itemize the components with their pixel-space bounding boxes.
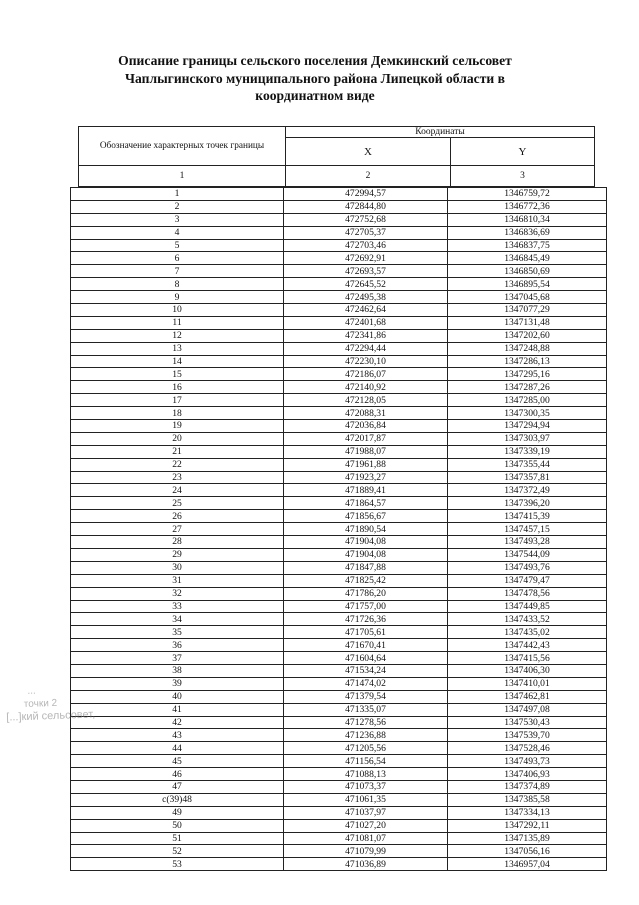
x-coordinate-cell: 472752,68 [284,213,448,226]
y-coordinate-cell: 1347493,76 [448,561,607,574]
x-coordinate-cell: 471864,57 [284,497,448,510]
x-coordinate-cell: 471670,41 [284,639,448,652]
table-row [71,768,607,781]
header-num-2: 2 [286,166,451,187]
table-row [71,832,607,845]
point-id-cell: 40 [71,690,284,703]
y-coordinate-cell: 1347292,11 [448,819,607,832]
y-coordinate-cell: 1347135,89 [448,832,607,845]
point-id-cell: 4 [71,226,284,239]
x-coordinate-cell: 471037,97 [284,806,448,819]
table-row [71,420,607,433]
header-num-3: 3 [451,166,595,187]
y-coordinate-cell: 1347528,46 [448,742,607,755]
point-id-cell: 45 [71,755,284,768]
header-point-label: Обозначение характерных точек границы [79,127,286,166]
x-coordinate-cell: 472703,46 [284,239,448,252]
table-row [71,639,607,652]
point-id-cell: 22 [71,458,284,471]
table-row [71,188,607,201]
y-coordinate-cell: 1346957,04 [448,858,607,871]
table-row [71,742,607,755]
y-coordinate-cell: 1347396,20 [448,497,607,510]
point-id-cell: 41 [71,703,284,716]
point-id-cell: 52 [71,845,284,858]
point-id-cell: 46 [71,768,284,781]
point-id-cell: 36 [71,639,284,652]
x-coordinate-cell: 472401,68 [284,316,448,329]
table-row [71,291,607,304]
y-coordinate-cell: 1347248,88 [448,342,607,355]
x-coordinate-cell: 472341,86 [284,329,448,342]
header-x: X [286,138,451,166]
table-row [71,613,607,626]
table-row [71,548,607,561]
x-coordinate-cell: 471726,36 [284,613,448,626]
table-row [71,316,607,329]
point-id-cell: 51 [71,832,284,845]
y-coordinate-cell: 1347462,81 [448,690,607,703]
x-coordinate-cell: 471786,20 [284,587,448,600]
y-coordinate-cell: 1347415,39 [448,510,607,523]
y-coordinate-cell: 1347339,19 [448,445,607,458]
y-coordinate-cell: 1347372,49 [448,484,607,497]
x-coordinate-cell: 471073,37 [284,780,448,793]
x-coordinate-cell: 472844,80 [284,200,448,213]
y-coordinate-cell: 1347457,15 [448,523,607,536]
y-coordinate-cell: 1347479,47 [448,574,607,587]
y-coordinate-cell: 1347415,56 [448,652,607,665]
y-coordinate-cell: 1347385,58 [448,793,607,806]
stamp-line-1: ... [27,685,36,697]
point-id-cell: 15 [71,368,284,381]
table-row [71,793,607,806]
y-coordinate-cell: 1347497,08 [448,703,607,716]
y-coordinate-cell: 1347493,28 [448,536,607,549]
y-coordinate-cell: 1346895,54 [448,278,607,291]
table-row [71,755,607,768]
y-coordinate-cell: 1346759,72 [448,188,607,201]
x-coordinate-cell: 471904,08 [284,548,448,561]
x-coordinate-cell: 471890,54 [284,523,448,536]
point-id-cell: 47 [71,780,284,793]
point-id-cell: 37 [71,652,284,665]
x-coordinate-cell: 472128,05 [284,394,448,407]
point-id-cell: 35 [71,626,284,639]
table-row [71,600,607,613]
table-row [71,471,607,484]
point-id-cell: 7 [71,265,284,278]
point-id-cell: 42 [71,716,284,729]
document-title [95,52,535,105]
y-coordinate-cell: 1346836,69 [448,226,607,239]
x-coordinate-cell: 471856,67 [284,510,448,523]
point-id-cell: 16 [71,381,284,394]
x-coordinate-cell: 472495,38 [284,291,448,304]
point-id-cell: 38 [71,664,284,677]
table-row [71,381,607,394]
y-coordinate-cell: 1347077,29 [448,304,607,317]
table-row [71,329,607,342]
y-coordinate-cell: 1347300,35 [448,407,607,420]
point-id-cell: 8 [71,278,284,291]
y-coordinate-cell: 1347286,13 [448,355,607,368]
x-coordinate-cell: 471061,35 [284,793,448,806]
table-row [71,497,607,510]
table-row [71,445,607,458]
coordinates-table [70,187,607,871]
point-id-cell: 44 [71,742,284,755]
x-coordinate-cell: 471705,61 [284,626,448,639]
x-coordinate-cell: 471604,64 [284,652,448,665]
y-coordinate-cell: 1346845,49 [448,252,607,265]
point-id-cell: 49 [71,806,284,819]
table-row [71,355,607,368]
point-id-cell: с(39)48 [71,793,284,806]
table-row [71,845,607,858]
y-coordinate-cell: 1347406,30 [448,664,607,677]
point-id-cell: 19 [71,420,284,433]
point-id-cell: 18 [71,407,284,420]
y-coordinate-cell: 1347294,94 [448,420,607,433]
y-coordinate-cell: 1347056,16 [448,845,607,858]
table-row [71,239,607,252]
x-coordinate-cell: 472692,91 [284,252,448,265]
point-id-cell: 12 [71,329,284,342]
y-coordinate-cell: 1347355,44 [448,458,607,471]
y-coordinate-cell: 1347357,81 [448,471,607,484]
y-coordinate-cell: 1347442,43 [448,639,607,652]
point-id-cell: 30 [71,561,284,574]
x-coordinate-cell: 472036,84 [284,420,448,433]
point-id-cell: 13 [71,342,284,355]
y-coordinate-cell: 1347493,73 [448,755,607,768]
table-row [71,780,607,793]
point-id-cell: 27 [71,523,284,536]
point-id-cell: 6 [71,252,284,265]
table-row [71,342,607,355]
table-row [71,213,607,226]
point-id-cell: 20 [71,432,284,445]
y-coordinate-cell: 1347406,93 [448,768,607,781]
faded-stamp [1,680,163,736]
x-coordinate-cell: 472230,10 [284,355,448,368]
header-num-1: 1 [79,166,286,187]
table-row [71,484,607,497]
table-row [71,729,607,742]
x-coordinate-cell: 471847,88 [284,561,448,574]
y-coordinate-cell: 1347045,68 [448,291,607,304]
table-row [71,278,607,291]
x-coordinate-cell: 471889,41 [284,484,448,497]
y-coordinate-cell: 1347544,09 [448,548,607,561]
x-coordinate-cell: 471036,89 [284,858,448,871]
x-coordinate-cell: 471904,08 [284,536,448,549]
table-row [71,858,607,871]
table-row [71,458,607,471]
point-id-cell: 23 [71,471,284,484]
table-row [71,626,607,639]
table-row [71,394,607,407]
point-id-cell: 34 [71,613,284,626]
x-coordinate-cell: 471081,07 [284,832,448,845]
x-coordinate-cell: 471156,54 [284,755,448,768]
table-row [71,252,607,265]
table-row [71,806,607,819]
x-coordinate-cell: 471088,13 [284,768,448,781]
x-coordinate-cell: 472186,07 [284,368,448,381]
title-line-1: Описание границы сельского поселения Демкинский сельсовет [118,53,512,68]
stamp-line-2: точки 2 [23,697,58,711]
x-coordinate-cell: 471379,54 [284,690,448,703]
y-coordinate-cell: 1347435,02 [448,626,607,639]
x-coordinate-cell: 471335,07 [284,703,448,716]
table-row [71,652,607,665]
point-id-cell: 26 [71,510,284,523]
point-id-cell: 1 [71,188,284,201]
x-coordinate-cell: 471027,20 [284,819,448,832]
point-id-cell: 11 [71,316,284,329]
y-coordinate-cell: 1347374,89 [448,780,607,793]
x-coordinate-cell: 471079,99 [284,845,448,858]
y-coordinate-cell: 1347295,16 [448,368,607,381]
table-row [71,587,607,600]
x-coordinate-cell: 472088,31 [284,407,448,420]
table-row [71,265,607,278]
header-coordinates: Координаты [286,127,595,138]
x-coordinate-cell: 471534,24 [284,664,448,677]
y-coordinate-cell: 1347433,52 [448,613,607,626]
table-row [71,432,607,445]
x-coordinate-cell: 471923,27 [284,471,448,484]
y-coordinate-cell: 1346810,34 [448,213,607,226]
table-row [71,200,607,213]
stamp-line-3: [...]кий сельсовет, [6,708,96,724]
y-coordinate-cell: 1346772,36 [448,200,607,213]
point-id-cell: 21 [71,445,284,458]
point-id-cell: 31 [71,574,284,587]
title-line-2: Чаплыгинского муниципального района Липецкой области в [125,70,505,86]
point-id-cell: 2 [71,200,284,213]
table-row [71,561,607,574]
point-id-cell: 28 [71,536,284,549]
x-coordinate-cell: 472705,37 [284,226,448,239]
table-row [71,407,607,420]
x-coordinate-cell: 471205,56 [284,742,448,755]
x-coordinate-cell: 472294,44 [284,342,448,355]
y-coordinate-cell: 1347410,01 [448,677,607,690]
point-id-cell: 53 [71,858,284,871]
point-id-cell: 9 [71,291,284,304]
point-id-cell: 50 [71,819,284,832]
y-coordinate-cell: 1347449,85 [448,600,607,613]
point-id-cell: 17 [71,394,284,407]
x-coordinate-cell: 471278,56 [284,716,448,729]
point-id-cell: 10 [71,304,284,317]
x-coordinate-cell: 472645,52 [284,278,448,291]
coordinates-rows [71,188,607,871]
x-coordinate-cell: 472017,87 [284,432,448,445]
header-y: Y [451,138,595,166]
point-id-cell: 29 [71,548,284,561]
y-coordinate-cell: 1347202,60 [448,329,607,342]
y-coordinate-cell: 1347334,13 [448,806,607,819]
point-id-cell: 24 [71,484,284,497]
x-coordinate-cell: 471236,88 [284,729,448,742]
point-id-cell: 14 [71,355,284,368]
point-id-cell: 43 [71,729,284,742]
y-coordinate-cell: 1347303,97 [448,432,607,445]
x-coordinate-cell: 471961,88 [284,458,448,471]
y-coordinate-cell: 1347131,48 [448,316,607,329]
x-coordinate-cell: 471474,02 [284,677,448,690]
y-coordinate-cell: 1347530,43 [448,716,607,729]
y-coordinate-cell: 1347539,70 [448,729,607,742]
x-coordinate-cell: 472462,64 [284,304,448,317]
point-id-cell: 3 [71,213,284,226]
x-coordinate-cell: 472140,92 [284,381,448,394]
table-row [71,664,607,677]
table-row [71,368,607,381]
title-line-3: координатном виде [255,88,375,103]
x-coordinate-cell: 472994,57 [284,188,448,201]
table-row [71,226,607,239]
table-row [71,574,607,587]
table-row [71,536,607,549]
point-id-cell: 32 [71,587,284,600]
point-id-cell: 25 [71,497,284,510]
point-id-cell: 5 [71,239,284,252]
y-coordinate-cell: 1347478,56 [448,587,607,600]
x-coordinate-cell: 471757,00 [284,600,448,613]
point-id-cell: 39 [71,677,284,690]
x-coordinate-cell: 471825,42 [284,574,448,587]
y-coordinate-cell: 1347287,26 [448,381,607,394]
point-id-cell: 33 [71,600,284,613]
x-coordinate-cell: 472693,57 [284,265,448,278]
table-row [71,523,607,536]
y-coordinate-cell: 1346850,69 [448,265,607,278]
table-row [71,819,607,832]
table-row [71,304,607,317]
x-coordinate-cell: 471988,07 [284,445,448,458]
table-row [71,510,607,523]
y-coordinate-cell: 1347285,00 [448,394,607,407]
y-coordinate-cell: 1346837,75 [448,239,607,252]
table-header [78,126,595,187]
